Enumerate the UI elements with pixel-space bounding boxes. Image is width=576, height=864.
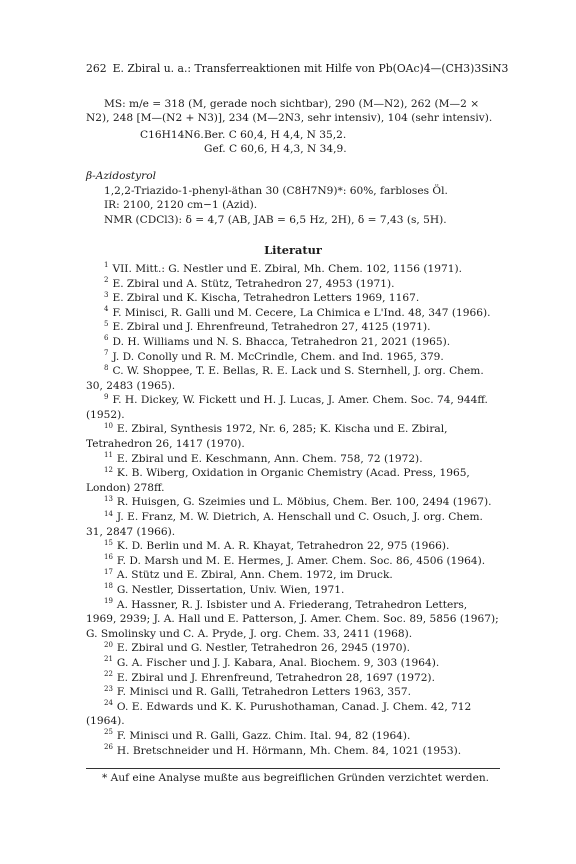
literature-title: Literatur [264, 243, 322, 258]
reference-number: 24 [104, 699, 113, 708]
analysis-found: Gef. C 60,6, H 4,3, N 34,9. [204, 143, 347, 156]
reference-text: E. Zbiral und K. Kischa, Tetrahedron Letters 1969, 1167. [112, 292, 420, 305]
reference-item [86, 729, 500, 744]
reference-item [86, 320, 500, 335]
reference-number: 23 [104, 684, 113, 693]
page [86, 62, 509, 786]
reference-text: E. Zbiral und G. Nestler, Tetrahedron 26, 2945 (1970). [116, 642, 410, 655]
reference-number: 1 [104, 261, 109, 270]
reference-text: D. H. Williams und N. S. Bhacca, Tetrahedron 21, 2021 (1965). [112, 335, 451, 348]
reference-text: J. D. Conolly und R. M. McCrindle, Chem. and Ind. 1965, 379. [112, 350, 444, 363]
reference-number: 4 [104, 305, 109, 314]
compound-line: 1,2,2-Triazido-1-phenyl-äthan 30 (C8H7N9)*: 60%, farbloses Öl. [104, 184, 448, 197]
reference-item [86, 291, 500, 306]
reference-item [86, 350, 500, 365]
reference-text: K. D. Berlin und M. A. R. Khayat, Tetrahedron 22, 975 (1966). [116, 540, 450, 553]
reference-number: 25 [104, 728, 113, 737]
ms-data: MS: m/e = 318 (M, gerade noch sichtbar), 290 (M—N2), 262 (M—2 × N2), 248 [M—(N2 + N3)], 234 (M—2N3, sehr intensiv), 104 (sehr intensiv). [86, 97, 493, 125]
reference-number: 2 [104, 276, 109, 284]
reference-text: R. Huisgen, G. Szeimies und L. Möbius, Chem. Ber. 100, 2494 (1967). [116, 496, 492, 509]
reference-item [86, 598, 500, 642]
footnote: * Auf eine Analyse mußte aus begreiflichen Gründen verzichtet werden. [102, 772, 490, 785]
reference-item [86, 422, 500, 451]
reference-number: 14 [104, 509, 113, 518]
running-header [86, 62, 509, 77]
reference-number: 11 [104, 451, 113, 460]
reference-text: VII. Mitt.: G. Nestler und E. Zbiral, Mh. Chem. 102, 1156 (1971). [112, 262, 462, 275]
reference-item [86, 277, 500, 292]
reference-number: 19 [104, 597, 113, 606]
reference-number: 17 [104, 567, 113, 576]
reference-item [86, 685, 500, 700]
reference-number: 9 [104, 392, 109, 401]
reference-text: A. Stütz und E. Zbiral, Ann. Chem. 1972, im Druck. [116, 569, 393, 582]
reference-text: J. E. Franz, M. W. Dietrich, A. Henschall und C. Osuch, J. org. Chem. 31, 2847 (1966). [86, 511, 483, 538]
running-title: E. Zbiral u. a.: Transferreaktionen mit Hilfe von Pb(OAc)4—(CH3)3SiN3 [112, 62, 509, 75]
reference-number: 5 [104, 319, 109, 328]
reference-item [86, 700, 500, 729]
reference-item [86, 262, 500, 277]
ir-data: IR: 2100, 2120 cm−1 (Azid). [104, 199, 258, 212]
reference-text: F. Minisci und R. Galli, Gazz. Chim. Ital. 94, 82 (1964). [116, 729, 411, 742]
footnote-rule [86, 768, 500, 769]
reference-item [86, 568, 500, 583]
reference-text: H. Bretschneider und H. Hörmann, Mh. Chem. 84, 1021 (1953). [116, 744, 462, 757]
reference-item [86, 641, 500, 656]
reference-text: K. B. Wiberg, Oxidation in Organic Chemistry (Acad. Press, 1965, London) 278ff. [86, 467, 470, 494]
reference-list [86, 262, 500, 758]
reference-item [86, 335, 500, 350]
reference-text: E. Zbiral und J. Ehrenfreund, Tetrahedron 28, 1697 (1972). [116, 671, 435, 684]
reference-text: F. Minisci und R. Galli, Tetrahedron Letters 1963, 357. [116, 686, 412, 699]
reference-item [86, 656, 500, 671]
reference-item [86, 539, 500, 554]
reference-item [86, 554, 500, 569]
reference-item [86, 583, 500, 598]
section-heading: β-Azidostyrol [86, 169, 156, 182]
reference-number: 21 [104, 655, 113, 664]
reference-text: C. W. Shoppee, T. E. Bellas, R. E. Lack und S. Sternhell, J. org. Chem. 30, 2483 (1965). [86, 365, 484, 392]
reference-number: 13 [104, 494, 113, 503]
reference-item [86, 510, 500, 539]
analysis-calculated: Ber. C 60,4, H 4,4, N 35,2. [204, 128, 347, 141]
reference-item [86, 306, 500, 321]
reference-text: F. H. Dickey, W. Fickett und H. J. Lucas, J. Amer. Chem. Soc. 74, 944ff. (1952). [86, 394, 488, 421]
reference-text: G. A. Fischer und J. J. Kabara, Anal. Biochem. 9, 303 (1964). [116, 656, 440, 669]
reference-item [86, 671, 500, 686]
reference-number: 15 [104, 538, 113, 547]
page-number: 262 [86, 62, 107, 75]
reference-item [86, 364, 500, 393]
reference-item [86, 393, 500, 422]
reference-number: 20 [104, 640, 113, 649]
reference-text: E. Zbiral und J. Ehrenfreund, Tetrahedron 27, 4125 (1971). [112, 321, 431, 334]
reference-item [86, 452, 500, 467]
reference-item [86, 495, 500, 510]
reference-number: 7 [104, 348, 109, 357]
reference-item [86, 466, 500, 495]
reference-text: G. Nestler, Dissertation, Univ. Wien, 1971. [116, 584, 345, 596]
reference-text: E. Zbiral, Synthesis 1972, Nr. 6, 285; K. Kischa und E. Zbiral, Tetrahedron 26, 1417 (1970). [86, 423, 448, 451]
reference-text: O. E. Edwards und K. K. Purushothaman, Canad. J. Chem. 42, 712 (1964). [86, 700, 472, 728]
reference-number: 8 [104, 363, 109, 372]
reference-number: 3 [104, 290, 109, 299]
molecular-formula: C16H14N6. [140, 128, 204, 141]
reference-text: A. Hassner, R. J. Isbister und A. Friederang, Tetrahedron Letters, 1969, 2939; J. A. Hall und E. Patterson, J. Amer. Chem. Soc. 89, 5856 (1967); G. Smolinsky und C. A. Pryde, J. org. Chem. 33, 2411 (1968). [86, 598, 499, 640]
elemental-analysis [140, 128, 500, 157]
reference-text: E. Zbiral und E. Keschmann, Ann. Chem. 758, 72 (1972). [116, 452, 423, 465]
reference-text: E. Zbiral und A. Stütz, Tetrahedron 27, 4953 (1971). [112, 277, 395, 290]
reference-number: 18 [104, 582, 113, 591]
nmr-data: NMR (CDCl3): δ = 4,7 (AB, JAB = 6,5 Hz, 2H), δ = 7,43 (s, 5H). [104, 213, 447, 226]
reference-number: 12 [104, 465, 113, 474]
reference-number: 26 [104, 743, 113, 751]
reference-text: F. Minisci, R. Galli und M. Cecere, La Chimica e L'Ind. 48, 347 (1966). [112, 306, 491, 319]
reference-number: 6 [104, 334, 109, 343]
reference-item [86, 744, 500, 759]
reference-number: 22 [104, 670, 113, 679]
reference-text: F. D. Marsh und M. E. Hermes, J. Amer. Chem. Soc. 86, 4506 (1964). [116, 554, 486, 567]
reference-number: 10 [104, 421, 113, 430]
reference-number: 16 [104, 553, 113, 562]
